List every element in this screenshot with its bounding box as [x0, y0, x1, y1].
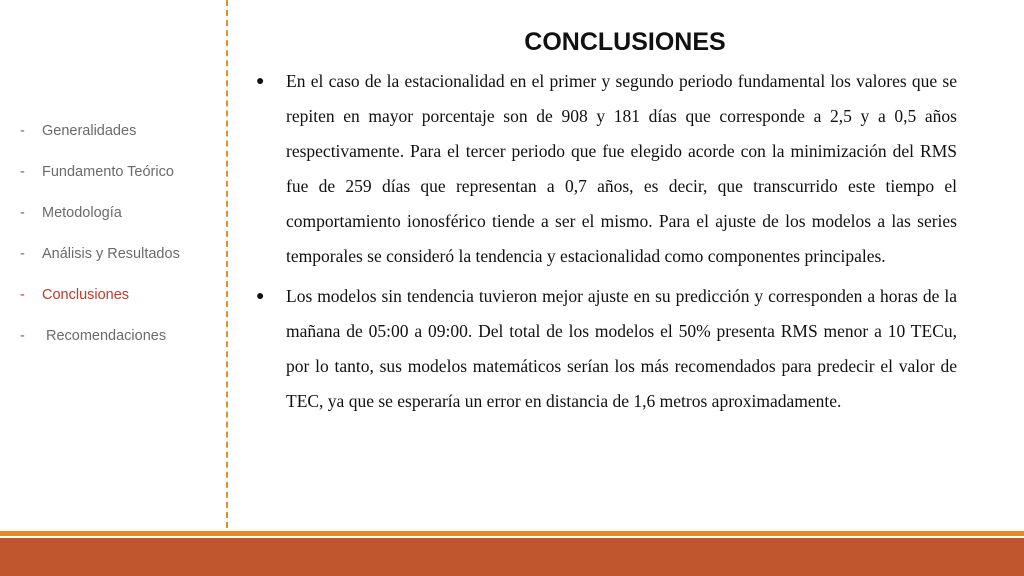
sidebar-nav: [20, 123, 220, 369]
sidebar-item-fundamento-teorico[interactable]: [20, 164, 220, 205]
sidebar-item-analisis-resultados[interactable]: [20, 246, 220, 287]
conclusions-list: [254, 64, 957, 424]
sidebar-item-dash: -: [20, 205, 25, 221]
sidebar-item-dash: -: [20, 328, 25, 344]
sidebar-item-label: Análisis y Resultados: [42, 246, 180, 262]
bullet-icon: ●: [256, 289, 265, 304]
sidebar-item-dash: -: [20, 164, 25, 180]
conclusion-item: [254, 64, 957, 274]
page-title: CONCLUSIONES: [524, 28, 726, 56]
conclusion-text: Los modelos sin tendencia tuvieron mejor ajuste en su predicción y corresponden a horas de la mañana de 05:00 a 09:00. Del total de los modelos el 50% presenta RMS menor a 10 TECu, por lo tanto, sus modelos matemáticos serían los más recomendados para predecir el valor de TEC, ya que se esperaría un error en distancia de 1,6 metros aproximadamente.: [286, 286, 957, 411]
sidebar-item-label: Recomendaciones: [46, 328, 167, 344]
sidebar-item-dash: -: [20, 246, 25, 262]
sidebar-item-label: Generalidades: [42, 123, 137, 139]
dashed-divider: [226, 0, 228, 528]
sidebar-item-label: Conclusiones: [42, 287, 130, 303]
footer-accent-bar: [0, 531, 1024, 536]
sidebar-item-generalidades[interactable]: [20, 123, 220, 164]
sidebar-item-dash: -: [20, 123, 25, 139]
sidebar-item-conclusiones[interactable]: [20, 287, 220, 328]
sidebar-item-label: Metodología: [42, 205, 122, 221]
conclusion-text: En el caso de la estacionalidad en el primer y segundo periodo fundamental los valores que se repiten en mayor porcentaje son de 908 y 181 días que corresponde a 2,5 y a 0,5 años respectivamente. Para el tercer periodo que fue elegido acorde con la minimización del RMS fue de 259 días que representan a 0,7 años, es decir, que transcurrido este tiempo el comportamiento ionosférico tiende a ser el mismo. Para el ajuste de los modelos a las series temporales se consideró la tendencia y estacionalidad como componentes principales.: [286, 71, 957, 266]
sidebar-item-metodologia[interactable]: [20, 205, 220, 246]
conclusion-item: [254, 279, 957, 419]
sidebar-item-recomendaciones[interactable]: [20, 328, 220, 369]
bullet-icon: ●: [256, 74, 265, 89]
sidebar-item-dash: -: [20, 287, 25, 303]
footer-bar: [0, 538, 1024, 576]
sidebar-item-label: Fundamento Teórico: [42, 164, 174, 180]
